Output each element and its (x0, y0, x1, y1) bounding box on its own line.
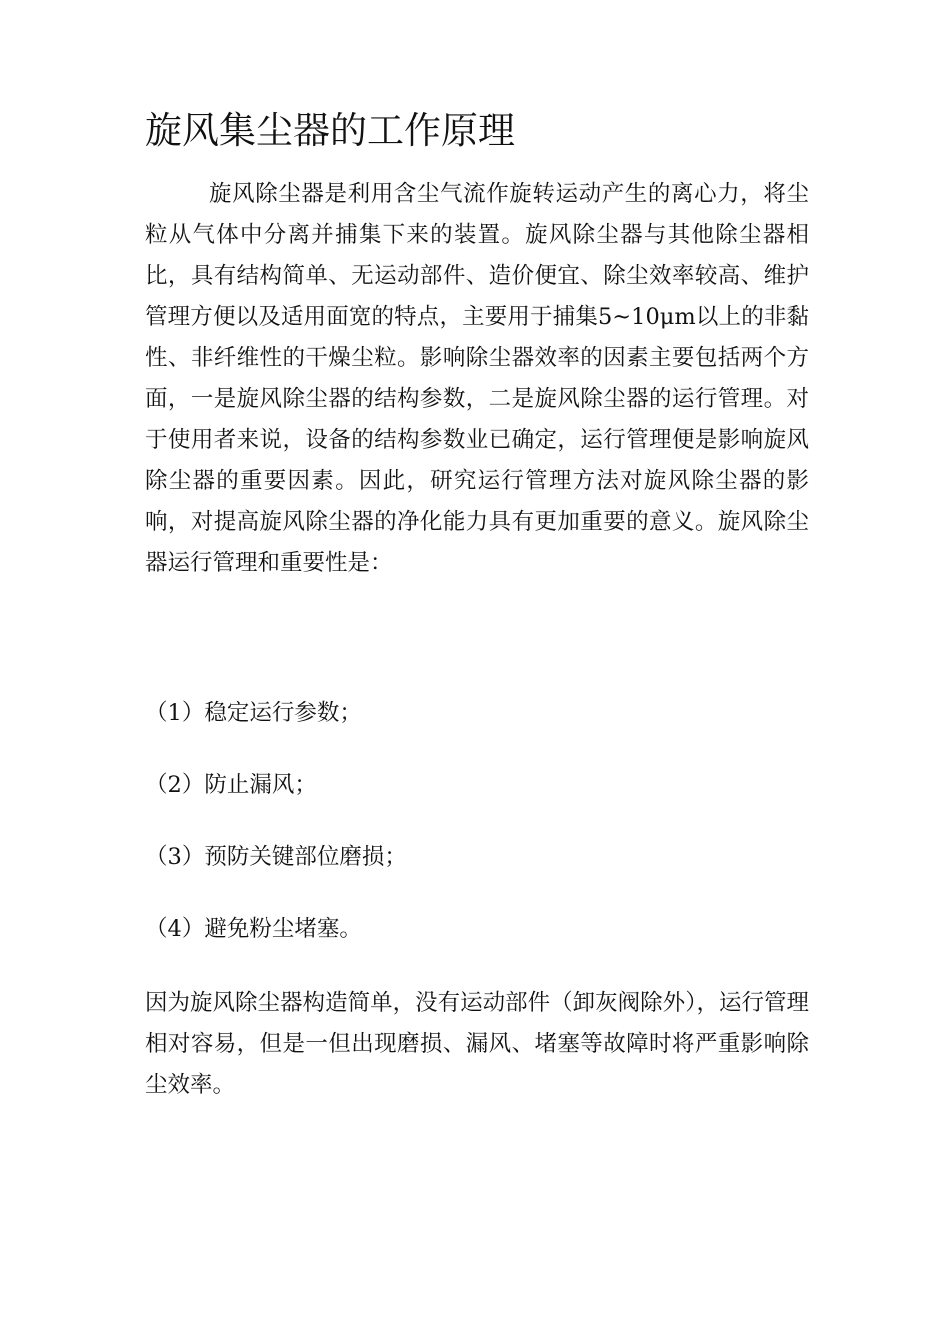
intro-paragraph: 旋风除尘器是利用含尘气流作旋转运动产生的离心力，将尘粒从气体中分离并捕集下来的装置。旋风除尘器与其他除尘器相比，具有结构简单、无运动部件、造价便宜、除尘效率较高、维护管理方便以及适用面宽的特点，主要用于捕集5~10μm以上的非黏性、非纤维性的干燥尘粒。影响除尘器效率的因素主要包括两个方面，一是旋风除尘器的结构参数，二是旋风除尘器的运行管理。对于使用者来说，设备的结构参数业已确定，运行管理便是影响旋风除尘器的重要因素。因此，研究运行管理方法对旋风除尘器的影响，对提高旋风除尘器的净化能力具有更加重要的意义。旋风除尘器运行管理和重要性是： (145, 181, 809, 576)
list-item-1: （1）稳定运行参数； (145, 700, 362, 726)
document-title: 旋风集尘器的工作原理 (145, 109, 515, 152)
list-item-4: （4）避免粉尘堵塞。 (145, 916, 362, 942)
closing-paragraph: 因为旋风除尘器构造简单，没有运动部件（卸灰阀除外），运行管理相对容易，但是一但出现磨损、漏风、堵塞等故障时将严重影响除尘效率。 (145, 990, 809, 1098)
list-item-3: （3）预防关键部位磨损； (145, 844, 407, 870)
list-item-2: （2）防止漏风； (145, 772, 317, 798)
